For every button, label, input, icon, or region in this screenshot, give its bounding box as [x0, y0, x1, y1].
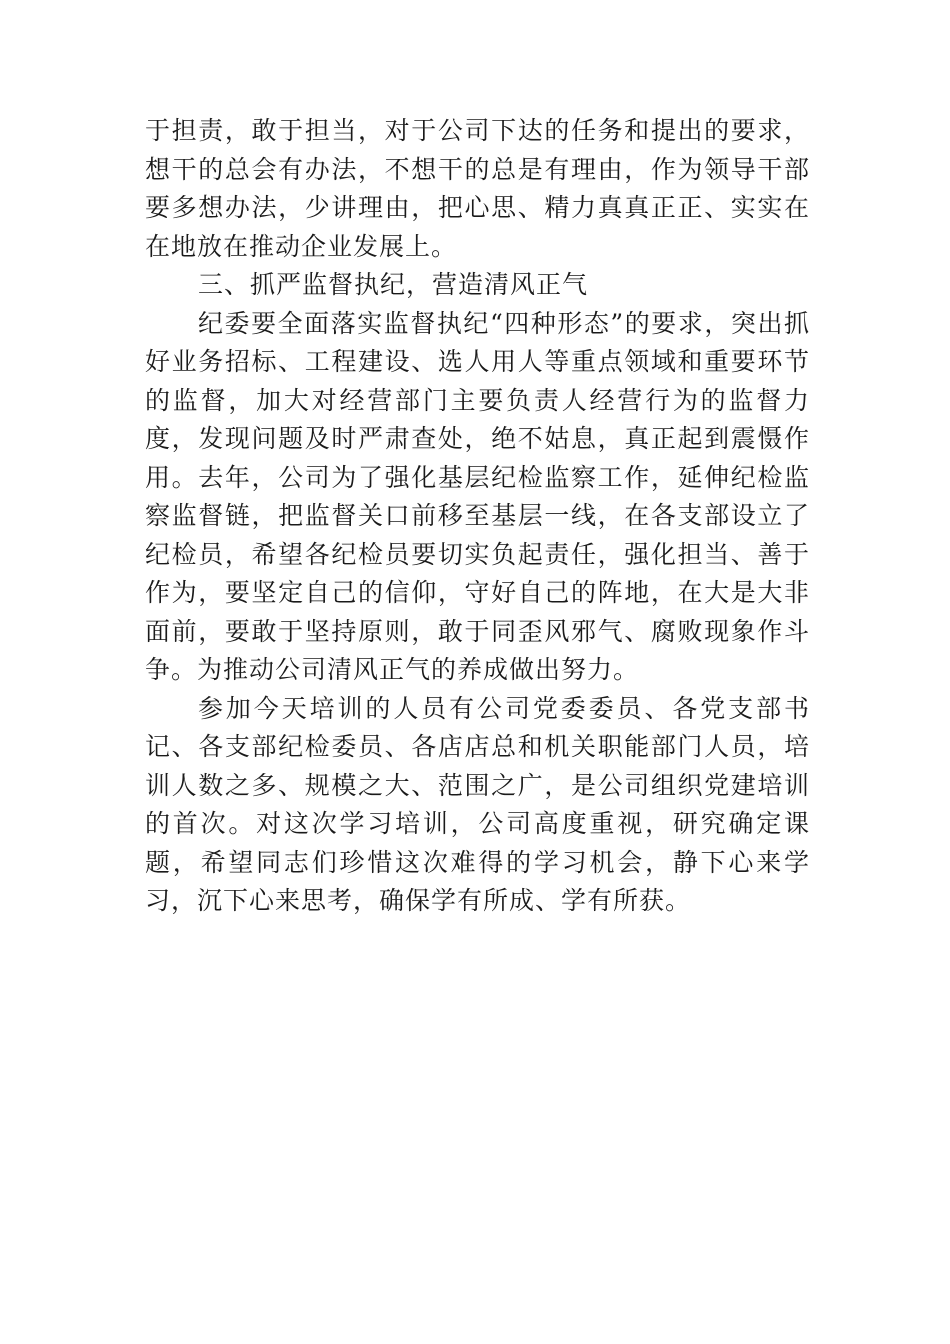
paragraph-training-attendees: 参加今天培训的人员有公司党委委员、各党支部书记、各支部纪检委员、各店店总和机关职能部门人员，培训人数之多、规模之大、范围之广，是公司组织党建培训的首次。对这次学习培训，公司高度重视，研究确定课题，希望同志们珍惜这次难得的学习机会，静下心来学习，沉下心来思考，确保学有所成、学有所获。	[145, 693, 810, 915]
section-heading: 三、抓严监督执纪，营造清风正气	[198, 270, 589, 299]
paragraph-discipline-supervision: 纪委要全面落实监督执纪“四种形态”的要求，突出抓好业务招标、工程建设、选人用人等重点领域和重要环节的监督，加大对经营部门主要负责人经营行为的监督力度，发现问题及时严肃查处，绝不姑息，真正起到震慑作用。去年，公司为了强化基层纪检监察工作，延伸纪检监察监督链，把监督关口前移至基层一线，在各支部设立了纪检员，希望各纪检员要切实负起责任，强化担当、善于作为，要坚定自己的信仰，守好自己的阵地，在大是大非面前，要敢于坚持原则，敢于同歪风邪气、腐败现象作斗争。为推动公司清风正气的养成做出努力。	[145, 308, 810, 684]
paragraph-continuation: 于担责，敢于担当，对于公司下达的任务和提出的要求，想干的总会有办法，不想干的总是有理由，作为领导干部要多想办法，少讲理由，把心思、精力真真正正、实实在在地放在推动企业发展上。	[145, 116, 810, 261]
document-body	[145, 112, 810, 921]
